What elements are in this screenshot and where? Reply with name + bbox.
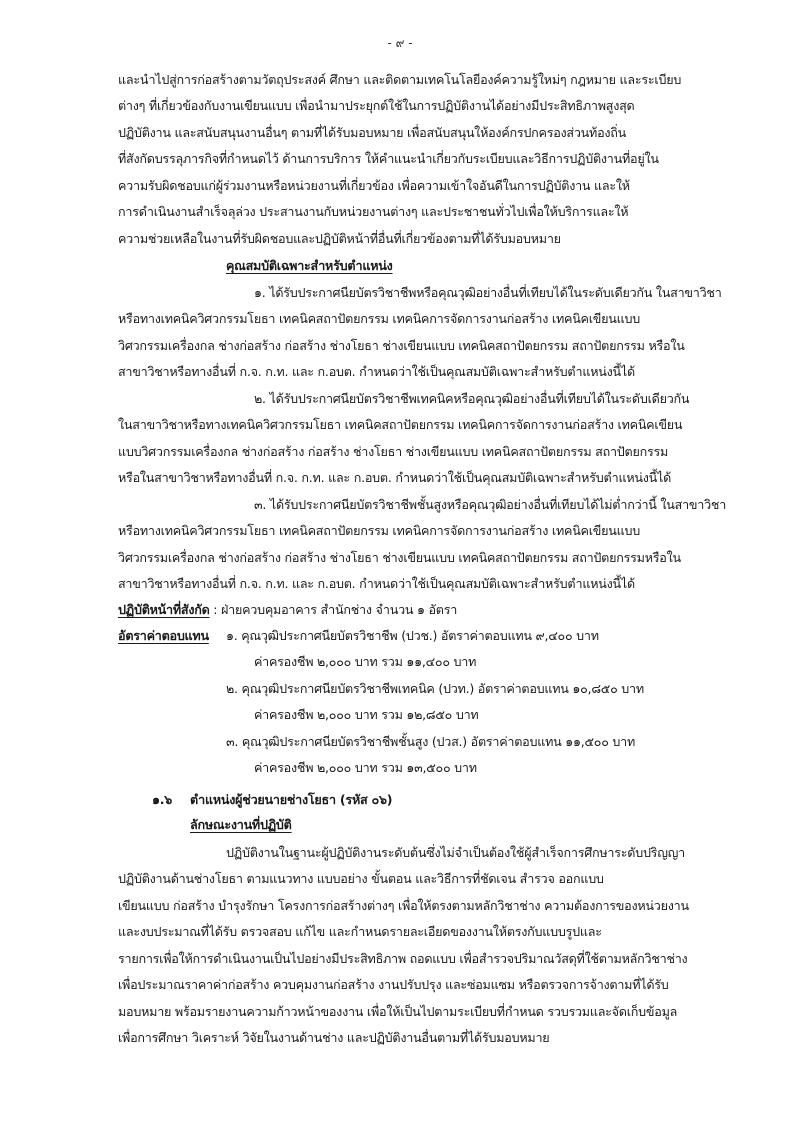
qualifications-heading: คุณสมบัติเฉพาะสำหรับตำแหน่ง bbox=[226, 258, 393, 273]
qualification-item-1: วิศวกรรมเครื่องกล ช่างก่อสร้าง ก่อสร้าง ช่างโยธา ช่างเขียนแบบ เทคนิคสถาปัตยกรรม สถาปัตยกรรม หรือใน bbox=[118, 338, 685, 353]
compensation-item-1: ๑. คุณวุฒิประกาศนียบัตรวิชาชีพ (ปวช.) อัตราค่าตอบแทน ๙,๔๐๐ บาท bbox=[226, 628, 599, 643]
job-description-line: เขียนแบบ ก่อสร้าง บำรุงรักษา โครงการก่อสร้างต่างๆ เพื่อให้ตรงตามหลักวิชาช่าง ความต้องการของหน่วยงาน bbox=[118, 898, 689, 913]
assignment-value: : ฝ่ายควบคุมอาคาร สำนักช่าง จำนวน ๑ อัตรา bbox=[209, 602, 458, 617]
qualification-item-3: วิศวกรรมเครื่องกล ช่างก่อสร้าง ก่อสร้าง ช่างโยธา ช่างเขียนแบบ เทคนิคสถาปัตยกรรม สถาปัตยกรรมหรือใน bbox=[118, 550, 681, 565]
job-description-line: และงบประมาณที่ได้รับ ตรวจสอบ แก้ไข และกำหนดรายละเอียดของงานให้ตรงกับแบบรูปและ bbox=[118, 924, 602, 939]
intro-line: ต่างๆ ที่เกี่ยวข้องกับงานเขียนแบบ เพื่อนำมาประยุกต์ใช้ในการปฏิบัติงานได้อย่างมีประสิทธิภาพสูงสุด bbox=[118, 98, 635, 113]
qualification-item-1: หรือทางเทคนิควิศวกรรมโยธา เทคนิคสถาปัตยกรรม เทคนิคการจัดการงานก่อสร้าง เทคนิคเขียนแบบ bbox=[118, 311, 640, 326]
qualification-item-2: ๒. ได้รับประกาศนียบัตรวิชาชีพเทคนิคหรือคุณวุฒิอย่างอื่นที่เทียบได้ในระดับเดียวกัน bbox=[254, 391, 690, 406]
intro-line: ที่สังกัดบรรลุภารกิจที่กำหนดไว้ ด้านการบริการ ให้คำแนะนำเกี่ยวกับระเบียบและวิธีการปฏิบัติงานที่อยู่ใน bbox=[118, 151, 659, 166]
qualification-item-1: สาขาวิชาหรือทางอื่นที่ ก.จ. ก.ท. และ ก.อบต. กำหนดว่าใช้เป็นคุณสมบัติเฉพาะสำหรับตำแหน่งนี้ได้ bbox=[118, 364, 635, 379]
qualification-item-2: แบบวิศวกรรมเครื่องกล ช่างก่อสร้าง ก่อสร้าง ช่างโยธา ช่างเขียนแบบ เทคนิคสถาปัตยกรรม สถาปัตยกรรม bbox=[118, 444, 669, 459]
intro-line: ความช่วยเหลือในงานที่รับผิดชอบและปฏิบัติหน้าที่อื่นที่เกี่ยวข้องตามที่ได้รับมอบหมาย bbox=[118, 231, 561, 246]
intro-line: การดำเนินงานสำเร็จลุล่วง ประสานงานกับหน่วยงานต่างๆ และประชาชนทั่วไปเพื่อให้บริการและให้ bbox=[118, 204, 629, 219]
compensation-label: อัตราค่าตอบแทน bbox=[118, 628, 209, 643]
page-number: - ๙ - bbox=[387, 36, 413, 50]
assignment-row bbox=[118, 600, 457, 620]
section-number: ๑.๖ bbox=[152, 792, 173, 807]
job-description-line: เพื่อประมาณราคาค่าก่อสร้าง ควบคุมงานก่อสร้าง งานปรับปรุง และซ่อมแซม หรือตรวจการจ้างตามที่ได้รับ bbox=[118, 977, 669, 992]
job-description-line: ปฏิบัติงานในฐานะผู้ปฏิบัติงานระดับต้นซึ่งไม่จำเป็นต้องใช้ผู้สำเร็จการศึกษาระดับปริญญา bbox=[226, 845, 685, 860]
qualification-item-3: สาขาวิชาหรือทางอื่นที่ ก.จ. ก.ท. และ ก.อบต. กำหนดว่าใช้เป็นคุณสมบัติเฉพาะสำหรับตำแหน่งนี้ได้ bbox=[118, 576, 635, 591]
intro-line: ความรับผิดชอบแก่ผู้ร่วมงานหรือหน่วยงานที่เกี่ยวข้อง เพื่อความเข้าใจอันดีในการปฏิบัติงาน และให้ bbox=[118, 178, 630, 193]
compensation-item-3: ๓. คุณวุฒิประกาศนียบัตรวิชาชีพชั้นสูง (ปวส.) อัตราค่าตอบแทน ๑๑,๕๐๐ บาท bbox=[226, 734, 636, 749]
job-description-line: เพื่อการศึกษา วิเคราะห์ วิจัยในงานด้านช่าง และปฏิบัติงานอื่นตามที่ได้รับมอบหมาย bbox=[118, 1030, 550, 1045]
qualification-item-2: หรือในสาขาวิชาหรือทางอื่นที่ ก.จ. ก.ท. และ ก.อบต. กำหนดว่าใช้เป็นคุณสมบัติเฉพาะสำหรับตำแหน่งนี้ได้ bbox=[118, 470, 672, 485]
compensation-item-2: ๒. คุณวุฒิประกาศนียบัตรวิชาชีพเทคนิค (ปวท.) อัตราค่าตอบแทน ๑๐,๘๕๐ บาท bbox=[226, 681, 644, 696]
intro-line: และนำไปสู่การก่อสร้างตามวัตถุประสงค์ ศึกษา และติดตามเทคโนโลยีองค์ความรู้ใหม่ๆ กฎหมาย และระเบียบ bbox=[118, 72, 682, 87]
section-title: ตำแหน่งผู้ช่วยนายช่างโยธา (รหัส ๐๖) bbox=[190, 792, 393, 807]
job-description-heading: ลักษณะงานที่ปฏิบัติ bbox=[190, 817, 292, 832]
qualification-item-2: ในสาขาวิชาหรือทางเทคนิควิศวกรรมโยธา เทคนิคสถาปัตยกรรม เทคนิคการจัดการงานก่อสร้าง เทคนิคเขียน bbox=[118, 417, 683, 432]
job-description-line: มอบหมาย พร้อมรายงานความก้าวหน้าของงาน เพื่อให้เป็นไปตามระเบียบที่กำหนด รวบรวมและจัดเก็บข้อมูล bbox=[118, 1004, 678, 1019]
compensation-item-1-total: ค่าครองชีพ ๒,๐๐๐ บาท รวม ๑๑,๔๐๐ บาท bbox=[254, 654, 477, 669]
qualification-item-3: หรือทางเทคนิควิศวกรรมโยธา เทคนิคสถาปัตยกรรม เทคนิคการจัดการงานก่อสร้าง เทคนิคเขียนแบบ bbox=[118, 523, 640, 538]
qualification-item-1: ๑. ได้รับประกาศนียบัตรวิชาชีพหรือคุณวุฒิอย่างอื่นที่เทียบได้ในระดับเดียวกัน ในสาขาวิชา bbox=[254, 285, 722, 300]
assignment-label: ปฏิบัติหน้าที่สังกัด bbox=[118, 602, 210, 617]
compensation-item-3-total: ค่าครองชีพ ๒,๐๐๐ บาท รวม ๑๓,๕๐๐ บาท bbox=[254, 760, 477, 775]
intro-line: ปฏิบัติงาน และสนับสนุนงานอื่นๆ ตามที่ได้รับมอบหมาย เพื่อสนับสนุนให้องค์กรปกครองส่วนท้องถิ่น bbox=[118, 125, 627, 140]
job-description-line: รายการเพื่อให้การดำเนินงานเป็นไปอย่างมีประสิทธิภาพ ถอดแบบ เพื่อสำรวจปริมาณวัสดุที่ใช้ตามหลักวิชาช่าง bbox=[118, 951, 688, 966]
job-description-line: ปฏิบัติงานด้านช่างโยธา ตามแนวทาง แบบอย่าง ขั้นตอน และวิธีการที่ชัดเจน สำรวจ ออกแบบ bbox=[118, 871, 604, 886]
qualification-item-3: ๓. ได้รับประกาศนียบัตรวิชาชีพชั้นสูงหรือคุณวุฒิอย่างอื่นที่เทียบได้ไม่ต่ำกว่านี้ ในสาขาวิชา bbox=[254, 497, 727, 512]
compensation-item-2-total: ค่าครองชีพ ๒,๐๐๐ บาท รวม ๑๒,๘๕๐ บาท bbox=[254, 707, 479, 722]
